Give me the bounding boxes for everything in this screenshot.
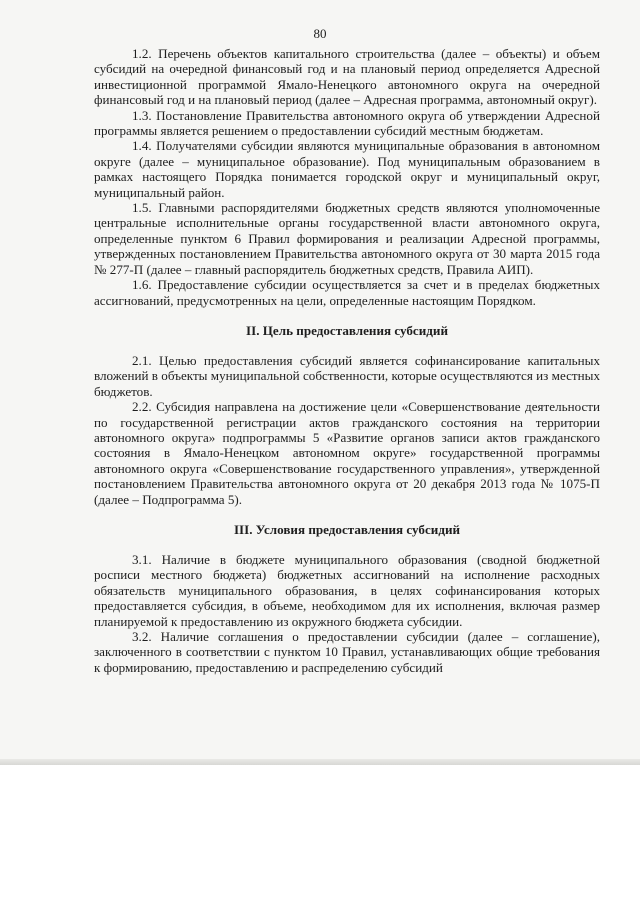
paragraph-2-2: 2.2. Субсидия направлена на достижение цели «Совершенствование деятельности по государственной регистрации актов гражданского состояния на территории автономного округа» подпрограммы 5 «Развитие органов записи актов гражданского состояния в Ямало-Ненецком автономном округе» государственной программы автономного округа «Совершенствование государственного управления», утвержденной постановлением Правительства автономного округа от 20 декабря 2013 года № 1075-П (далее – Подпрограмма 5). bbox=[94, 399, 600, 507]
paragraph-1-6: 1.6. Предоставление субсидии осуществляется за счет и в пределах бюджетных ассигнований, предусмотренных на цели, определенные настоящим Порядком. bbox=[94, 277, 600, 308]
paragraph-3-1: 3.1. Наличие в бюджете муниципального образования (сводной бюджетной росписи местного бюджета) бюджетных ассигнований на исполнение расходных обязательств муниципального образования, в целях софинансирования которых предоставляется субсидия, в объеме, необходимом для их исполнения, включая размер планируемой к предоставлению из окружного бюджета субсидии. bbox=[94, 551, 600, 629]
section-2-heading: II. Цель предоставления субсидий bbox=[246, 322, 448, 338]
paragraph-2-1: 2.1. Целью предоставления субсидий является софинансирование капитальных вложений в объекты муниципальной собственности, которые осуществляются из местных бюджетов. bbox=[94, 352, 600, 399]
paragraph-1-5: 1.5. Главными распорядителями бюджетных средств являются уполномоченные центральные исполнительные органы государственной власти автономного округа, определенные пунктом 6 Правил формирования и реализации Адресной программы, утвержденных постановлением Правительства автономного округа от 30 марта 2015 года № 277-П (далее – главный распорядитель бюджетных средств, Правила АИП). bbox=[94, 200, 600, 277]
paragraph-1-3: 1.3. Постановление Правительства автономного округа об утверждении Адресной программы является решением о предоставлении субсидий местным бюджетам. bbox=[94, 107, 600, 139]
paragraph-3-2: 3.2. Наличие соглашения о предоставлении субсидии (далее – соглашение), заключенного в соответствии с пунктом 10 Правил, устанавливающих общие требования к формированию, предоставлению и распределению субсидий bbox=[94, 629, 600, 675]
paragraph-1-2: 1.2. Перечень объектов капитального строительства (далее – объекты) и объем субсидий на очередной финансовый год и на плановый период определяется Адресной инвестиционной программой Ямало-Ненецкого автономного округа на очередной финансовый год и на плановый период (далее – Адресная программа, автономный округ). bbox=[94, 46, 600, 108]
section-3-heading: III. Условия предоставления субсидий bbox=[233, 521, 461, 537]
document-body bbox=[94, 46, 600, 675]
page-number: 80 bbox=[313, 26, 327, 41]
paragraph-1-4: 1.4. Получателями субсидии являются муниципальные образования в автономном округе (далее – муниципальное образование). Под муниципальным образованием в рамках настоящего Порядка понимается городской округ и муниципальный округ, муниципальный район. bbox=[94, 138, 600, 200]
